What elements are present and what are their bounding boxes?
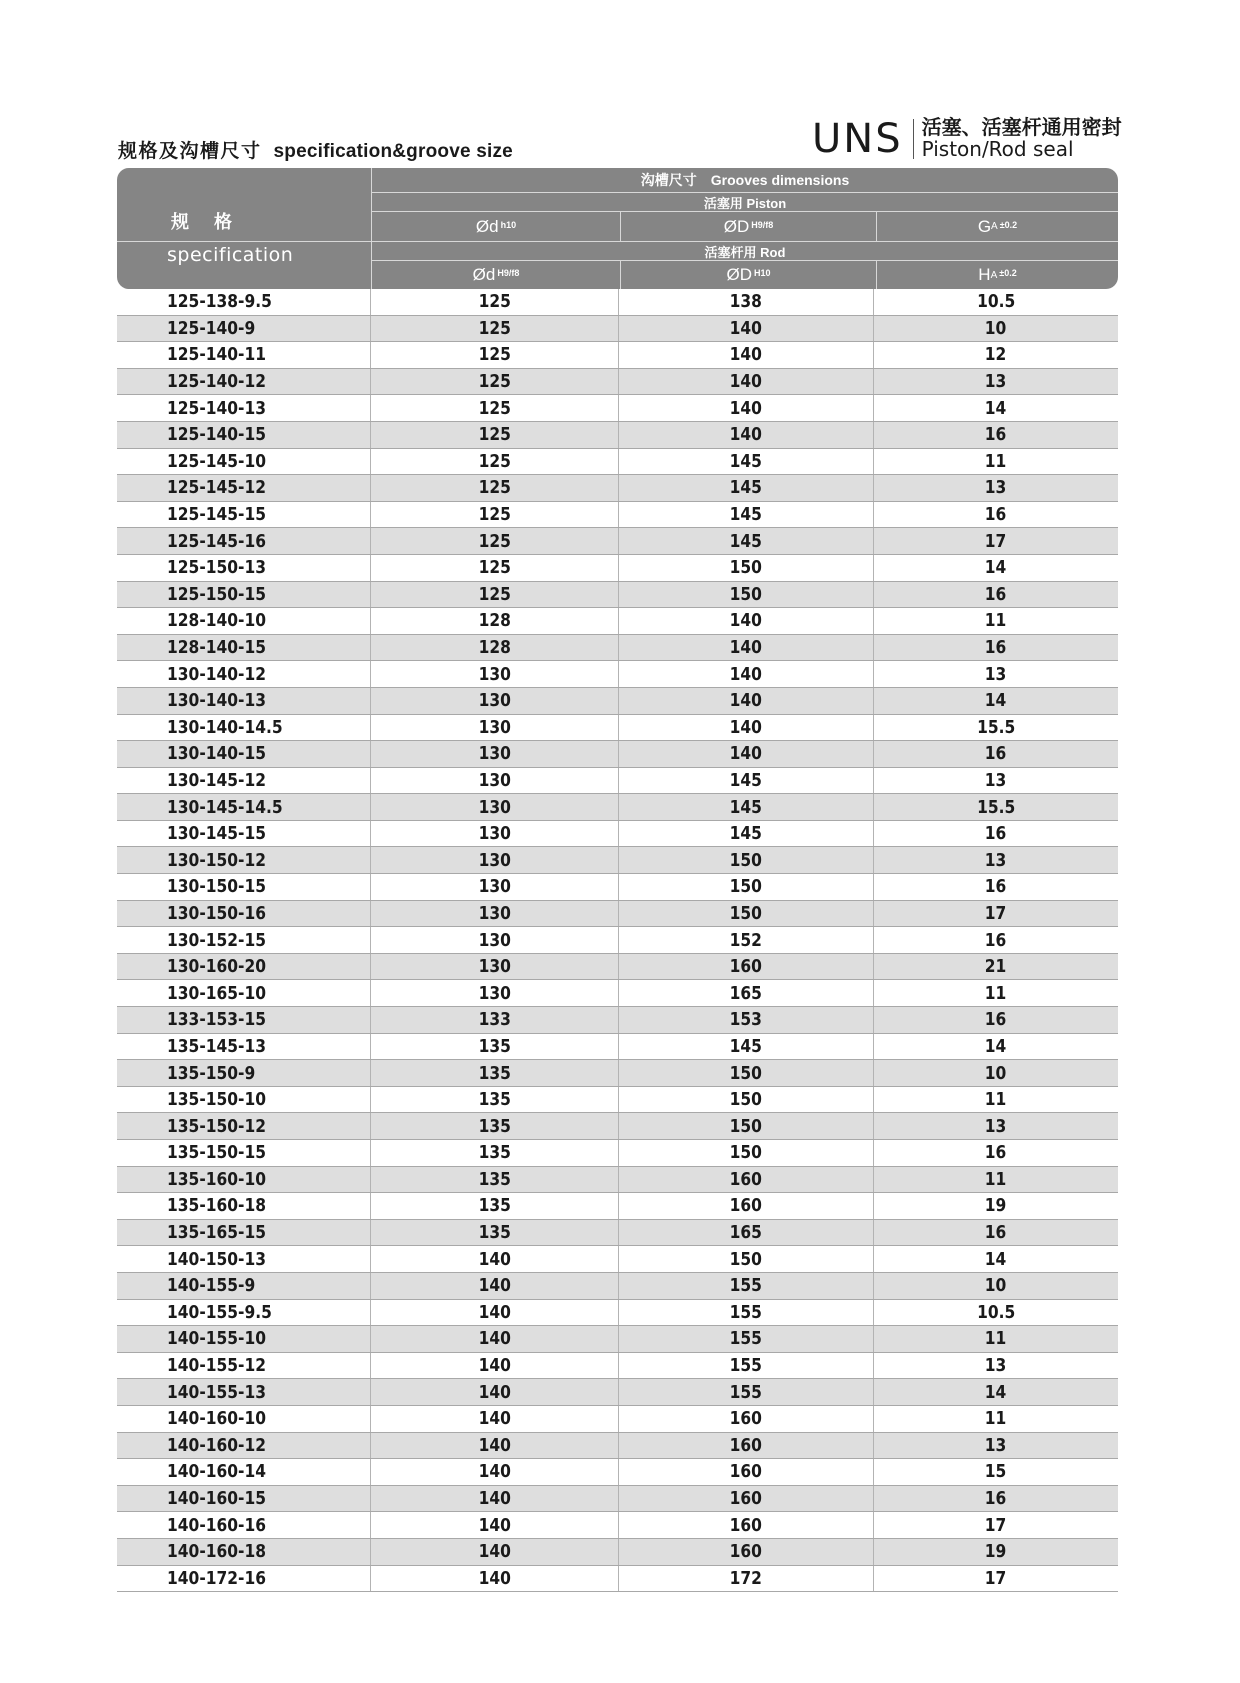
groove-width-cell: 16 (985, 876, 1007, 898)
outer-diameter-cell: 140 (619, 395, 874, 421)
groove-width-cell: 11 (985, 610, 1007, 632)
spec-cell: 140-160-12 (117, 1433, 371, 1459)
outer-diameter-cell: 145 (619, 794, 874, 820)
table-row (117, 1007, 1118, 1034)
table-row (117, 1300, 1118, 1327)
table-row (117, 422, 1118, 449)
spec-cell: 125-145-12 (117, 475, 371, 501)
spec-cell: 130-145-12 (117, 768, 371, 794)
table-row (117, 1273, 1118, 1300)
table-row (117, 1034, 1118, 1061)
groove-width-cell: 10.5 (976, 291, 1016, 313)
inner-diameter-cell: 130 (371, 847, 619, 873)
table-row (117, 528, 1118, 555)
spec-cell: 140-160-15 (117, 1486, 371, 1512)
inner-diameter-cell: 140 (371, 1433, 619, 1459)
groove-width-cell: 10.5 (976, 1301, 1016, 1323)
specification-table (117, 168, 1118, 1592)
table-row (117, 1246, 1118, 1273)
spec-cell: 140-160-14 (117, 1459, 371, 1485)
table-row (117, 821, 1118, 848)
inner-diameter-cell: 140 (371, 1539, 619, 1565)
spec-cell: 140-160-16 (117, 1512, 371, 1538)
groove-width-cell: 16 (985, 1142, 1007, 1164)
inner-diameter-cell: 135 (371, 1034, 619, 1060)
groove-width-cell: 16 (985, 583, 1007, 605)
groove-width-cell: 13 (985, 769, 1007, 791)
groove-width-cell: 10 (985, 1062, 1007, 1084)
spec-cell: 135-150-12 (117, 1113, 371, 1139)
table-row (117, 1060, 1118, 1087)
piston-header: 活塞用 Piston (703, 195, 787, 211)
inner-diameter-cell: 130 (371, 715, 619, 741)
spec-cell: 140-150-13 (117, 1246, 371, 1272)
groove-width-cell: 17 (985, 1514, 1007, 1536)
inner-diameter-cell: 135 (371, 1087, 619, 1113)
outer-diameter-cell: 140 (619, 635, 874, 661)
inner-diameter-cell: 130 (371, 927, 619, 953)
spec-cell: 140-160-10 (117, 1406, 371, 1432)
outer-diameter-cell: 150 (619, 874, 874, 900)
groove-width-cell: 14 (985, 1381, 1007, 1403)
product-description (914, 118, 1122, 160)
outer-diameter-cell: 155 (619, 1300, 874, 1326)
table-row (117, 582, 1118, 609)
table-row (117, 1406, 1118, 1433)
table-row (117, 316, 1118, 343)
outer-diameter-cell: 172 (619, 1566, 874, 1592)
outer-diameter-cell: 145 (619, 449, 874, 475)
inner-diameter-cell: 130 (371, 768, 619, 794)
outer-diameter-cell: 150 (619, 1087, 874, 1113)
spec-cell: 130-145-15 (117, 821, 371, 847)
table-row (117, 1326, 1118, 1353)
outer-diameter-cell: 145 (619, 768, 874, 794)
groove-width-cell: 19 (985, 1195, 1007, 1217)
inner-diameter-cell: 130 (371, 794, 619, 820)
spec-column-header (117, 168, 372, 289)
inner-diameter-cell: 140 (371, 1406, 619, 1432)
inner-diameter-cell: 128 (371, 635, 619, 661)
groove-width-cell: 13 (985, 477, 1007, 499)
table-row (117, 1167, 1118, 1194)
groove-width-cell: 16 (985, 823, 1007, 845)
inner-diameter-cell: 130 (371, 980, 619, 1006)
spec-cell: 125-150-15 (117, 582, 371, 608)
inner-diameter-cell: 125 (371, 342, 619, 368)
groove-width-cell: 12 (985, 344, 1007, 366)
spec-cell: 135-160-18 (117, 1193, 371, 1219)
groove-width-cell: 13 (985, 1434, 1007, 1456)
inner-diameter-cell: 130 (371, 821, 619, 847)
inner-diameter-cell: 130 (371, 688, 619, 714)
product-brand (812, 118, 1122, 160)
table-row (117, 1512, 1118, 1539)
spec-cell: 125-140-13 (117, 395, 371, 421)
groove-width-cell: 14 (985, 557, 1007, 579)
groove-width-cell: 13 (985, 371, 1007, 393)
inner-diameter-cell: 140 (371, 1459, 619, 1485)
table-body (117, 289, 1118, 1592)
spec-cell: 125-145-16 (117, 528, 371, 554)
outer-diameter-cell: 145 (619, 821, 874, 847)
page-title-en: specification&groove size (273, 141, 513, 162)
spec-cell: 133-153-15 (117, 1007, 371, 1033)
outer-diameter-cell: 155 (619, 1273, 874, 1299)
groove-width-cell: 11 (985, 1328, 1007, 1350)
outer-diameter-cell: 152 (619, 927, 874, 953)
outer-diameter-cell: 150 (619, 582, 874, 608)
groove-width-cell: 15.5 (976, 796, 1016, 818)
spec-cell: 130-150-12 (117, 847, 371, 873)
groove-width-cell: 14 (985, 1035, 1007, 1057)
groove-width-cell: 16 (985, 1009, 1007, 1031)
column-divider (876, 212, 877, 241)
page-title (118, 136, 513, 163)
outer-diameter-cell: 140 (619, 608, 874, 634)
groove-width-cell: 16 (985, 424, 1007, 446)
inner-diameter-cell: 125 (371, 369, 619, 395)
outer-diameter-cell: 145 (619, 1034, 874, 1060)
grooves-header: 沟槽尺寸 Grooves dimensions (640, 172, 850, 188)
inner-diameter-cell: 125 (371, 289, 619, 315)
inner-diameter-cell: 135 (371, 1167, 619, 1193)
spec-cell: 130-150-16 (117, 901, 371, 927)
table-row (117, 874, 1118, 901)
groove-width-cell: 16 (985, 743, 1007, 765)
spec-cell: 130-140-15 (117, 741, 371, 767)
table-row (117, 794, 1118, 821)
table-row (117, 502, 1118, 529)
table-row (117, 1220, 1118, 1247)
table-row (117, 369, 1118, 396)
spec-cell: 130-140-12 (117, 661, 371, 687)
inner-diameter-cell: 140 (371, 1486, 619, 1512)
inner-diameter-cell: 125 (371, 449, 619, 475)
outer-diameter-cell: 155 (619, 1379, 874, 1405)
column-divider (620, 212, 621, 241)
outer-diameter-cell: 140 (619, 369, 874, 395)
inner-diameter-cell: 135 (371, 1113, 619, 1139)
outer-diameter-cell: 150 (619, 1060, 874, 1086)
table-row (117, 555, 1118, 582)
spec-cell: 128-140-15 (117, 635, 371, 661)
outer-diameter-cell: 138 (619, 289, 874, 315)
inner-diameter-cell: 130 (371, 954, 619, 980)
table-row (117, 1113, 1118, 1140)
groove-width-cell: 14 (985, 690, 1007, 712)
spec-header-en: specification (167, 244, 294, 266)
table-row (117, 1379, 1118, 1406)
inner-diameter-cell: 130 (371, 661, 619, 687)
page-title-cn: 规格及沟槽尺寸 (118, 141, 262, 162)
inner-diameter-cell: 125 (371, 528, 619, 554)
outer-diameter-cell: 150 (619, 1140, 874, 1166)
table-row (117, 715, 1118, 742)
outer-diameter-cell: 160 (619, 1433, 874, 1459)
column-divider (620, 261, 621, 289)
groove-width-cell: 11 (985, 1168, 1007, 1190)
outer-diameter-cell: 150 (619, 1246, 874, 1272)
product-description-cn: 活塞、活塞杆通用密封 (921, 117, 1122, 139)
table-row (117, 1140, 1118, 1167)
spec-cell: 128-140-10 (117, 608, 371, 634)
spec-cell: 130-165-10 (117, 980, 371, 1006)
table-row (117, 847, 1118, 874)
inner-diameter-cell: 125 (371, 316, 619, 342)
spec-cell: 140-155-10 (117, 1326, 371, 1352)
spec-cell: 140-155-9 (117, 1273, 371, 1299)
outer-diameter-cell: 160 (619, 1486, 874, 1512)
spec-cell: 125-138-9.5 (117, 289, 371, 315)
groove-width-cell: 13 (985, 849, 1007, 871)
inner-diameter-cell: 135 (371, 1060, 619, 1086)
spec-cell: 130-150-15 (117, 874, 371, 900)
outer-diameter-cell: 140 (619, 422, 874, 448)
groove-width-cell: 17 (985, 902, 1007, 924)
inner-diameter-cell: 125 (371, 502, 619, 528)
outer-diameter-cell: 160 (619, 1406, 874, 1432)
outer-diameter-cell: 150 (619, 555, 874, 581)
inner-diameter-cell: 135 (371, 1140, 619, 1166)
groove-width-cell: 10 (985, 317, 1007, 339)
groove-width-cell: 14 (985, 397, 1007, 419)
groove-width-cell: 11 (985, 450, 1007, 472)
table-row (117, 688, 1118, 715)
outer-diameter-cell: 140 (619, 342, 874, 368)
spec-cell: 140-155-12 (117, 1353, 371, 1379)
inner-diameter-cell: 140 (371, 1512, 619, 1538)
piston-col-GA: G A $^{\pm 0.2}$ (977, 216, 1018, 236)
table-row (117, 1087, 1118, 1114)
groove-width-cell: 10 (985, 1275, 1007, 1297)
spec-cell: 125-140-15 (117, 422, 371, 448)
inner-diameter-cell: 140 (371, 1379, 619, 1405)
outer-diameter-cell: 145 (619, 528, 874, 554)
outer-diameter-cell: 140 (619, 316, 874, 342)
outer-diameter-cell: 160 (619, 1167, 874, 1193)
table-row (117, 980, 1118, 1007)
outer-diameter-cell: 160 (619, 1539, 874, 1565)
outer-diameter-cell: 160 (619, 1193, 874, 1219)
spec-cell: 140-160-18 (117, 1539, 371, 1565)
inner-diameter-cell: 140 (371, 1246, 619, 1272)
outer-diameter-cell: 140 (619, 741, 874, 767)
inner-diameter-cell: 135 (371, 1220, 619, 1246)
piston-col-D: ØD $^{H9/f8}$ (723, 216, 774, 236)
spec-cell: 125-145-10 (117, 449, 371, 475)
table-header (117, 168, 1118, 289)
table-row (117, 1539, 1118, 1566)
outer-diameter-cell: 153 (619, 1007, 874, 1033)
table-row (117, 1486, 1118, 1513)
table-row (117, 741, 1118, 768)
groove-width-cell: 21 (985, 956, 1007, 978)
table-row (117, 1193, 1118, 1220)
spec-cell: 125-150-13 (117, 555, 371, 581)
table-row (117, 768, 1118, 795)
spec-cell: 135-145-13 (117, 1034, 371, 1060)
rod-header: 活塞杆用 Rod (704, 244, 786, 260)
groove-width-cell: 16 (985, 637, 1007, 659)
groove-width-cell: 13 (985, 1355, 1007, 1377)
groove-width-cell: 15 (985, 1461, 1007, 1483)
product-code: UNS (812, 119, 914, 159)
spec-cell: 135-150-10 (117, 1087, 371, 1113)
inner-diameter-cell: 140 (371, 1326, 619, 1352)
inner-diameter-cell: 140 (371, 1353, 619, 1379)
outer-diameter-cell: 160 (619, 1459, 874, 1485)
groove-width-cell: 16 (985, 1488, 1007, 1510)
outer-diameter-cell: 140 (619, 688, 874, 714)
spec-cell: 130-140-14.5 (117, 715, 371, 741)
outer-diameter-cell: 155 (619, 1353, 874, 1379)
header-divider (117, 241, 371, 242)
table-row (117, 1459, 1118, 1486)
outer-diameter-cell: 165 (619, 980, 874, 1006)
spec-cell: 135-150-15 (117, 1140, 371, 1166)
outer-diameter-cell: 150 (619, 901, 874, 927)
spec-cell: 125-145-15 (117, 502, 371, 528)
table-row (117, 475, 1118, 502)
groove-width-cell: 16 (985, 929, 1007, 951)
inner-diameter-cell: 125 (371, 475, 619, 501)
table-row (117, 1353, 1118, 1380)
outer-diameter-cell: 140 (619, 661, 874, 687)
inner-diameter-cell: 128 (371, 608, 619, 634)
spec-cell: 125-140-9 (117, 316, 371, 342)
groove-width-cell: 17 (985, 530, 1007, 552)
table-row (117, 395, 1118, 422)
inner-diameter-cell: 130 (371, 874, 619, 900)
outer-diameter-cell: 150 (619, 1113, 874, 1139)
spec-cell: 135-150-9 (117, 1060, 371, 1086)
groove-width-cell: 17 (985, 1567, 1007, 1589)
inner-diameter-cell: 125 (371, 395, 619, 421)
outer-diameter-cell: 160 (619, 954, 874, 980)
inner-diameter-cell: 140 (371, 1566, 619, 1592)
inner-diameter-cell: 135 (371, 1193, 619, 1219)
inner-diameter-cell: 140 (371, 1300, 619, 1326)
rod-col-HA: H A $^{\pm 0.2}$ (978, 265, 1017, 284)
spec-cell: 135-160-10 (117, 1167, 371, 1193)
outer-diameter-cell: 160 (619, 1512, 874, 1538)
product-description-en: Piston/Rod seal (921, 137, 1074, 161)
spec-header-cn: 规 格 (171, 212, 243, 232)
groove-width-cell: 11 (985, 1408, 1007, 1430)
outer-diameter-cell: 140 (619, 715, 874, 741)
inner-diameter-cell: 125 (371, 555, 619, 581)
table-row (117, 661, 1118, 688)
spec-cell: 125-140-11 (117, 342, 371, 368)
table-row (117, 289, 1118, 316)
spec-cell: 130-140-13 (117, 688, 371, 714)
table-row (117, 342, 1118, 369)
piston-col-d: Ød $^{h10}$ (475, 216, 517, 236)
groove-width-cell: 15.5 (976, 716, 1016, 738)
groove-width-cell: 11 (985, 1089, 1007, 1111)
groove-width-cell: 11 (985, 982, 1007, 1004)
table-row (117, 954, 1118, 981)
inner-diameter-cell: 125 (371, 582, 619, 608)
table-row (117, 901, 1118, 928)
spec-cell: 130-152-15 (117, 927, 371, 953)
outer-diameter-cell: 145 (619, 475, 874, 501)
table-row (117, 635, 1118, 662)
inner-diameter-cell: 140 (371, 1273, 619, 1299)
spec-cell: 130-145-14.5 (117, 794, 371, 820)
groove-width-cell: 13 (985, 1115, 1007, 1137)
groove-width-cell: 13 (985, 663, 1007, 685)
table-row (117, 927, 1118, 954)
outer-diameter-cell: 145 (619, 502, 874, 528)
spec-cell: 130-160-20 (117, 954, 371, 980)
inner-diameter-cell: 130 (371, 901, 619, 927)
outer-diameter-cell: 155 (619, 1326, 874, 1352)
spec-cell: 140-172-16 (117, 1566, 371, 1592)
inner-diameter-cell: 130 (371, 741, 619, 767)
table-row (117, 1433, 1118, 1460)
groove-width-cell: 14 (985, 1248, 1007, 1270)
table-row (117, 608, 1118, 635)
spec-cell: 135-165-15 (117, 1220, 371, 1246)
column-divider (876, 261, 877, 289)
groove-width-cell: 16 (985, 504, 1007, 526)
rod-col-D: ØD $^{H10}$ (726, 265, 771, 284)
spec-cell: 140-155-13 (117, 1379, 371, 1405)
outer-diameter-cell: 150 (619, 847, 874, 873)
spec-cell: 140-155-9.5 (117, 1300, 371, 1326)
outer-diameter-cell: 165 (619, 1220, 874, 1246)
table-row (117, 449, 1118, 476)
groove-width-cell: 16 (985, 1222, 1007, 1244)
inner-diameter-cell: 125 (371, 422, 619, 448)
inner-diameter-cell: 133 (371, 1007, 619, 1033)
rod-col-d: Ød $^{H9/f8}$ (472, 265, 520, 284)
groove-width-cell: 19 (985, 1541, 1007, 1563)
spec-cell: 125-140-12 (117, 369, 371, 395)
table-row (117, 1566, 1118, 1593)
